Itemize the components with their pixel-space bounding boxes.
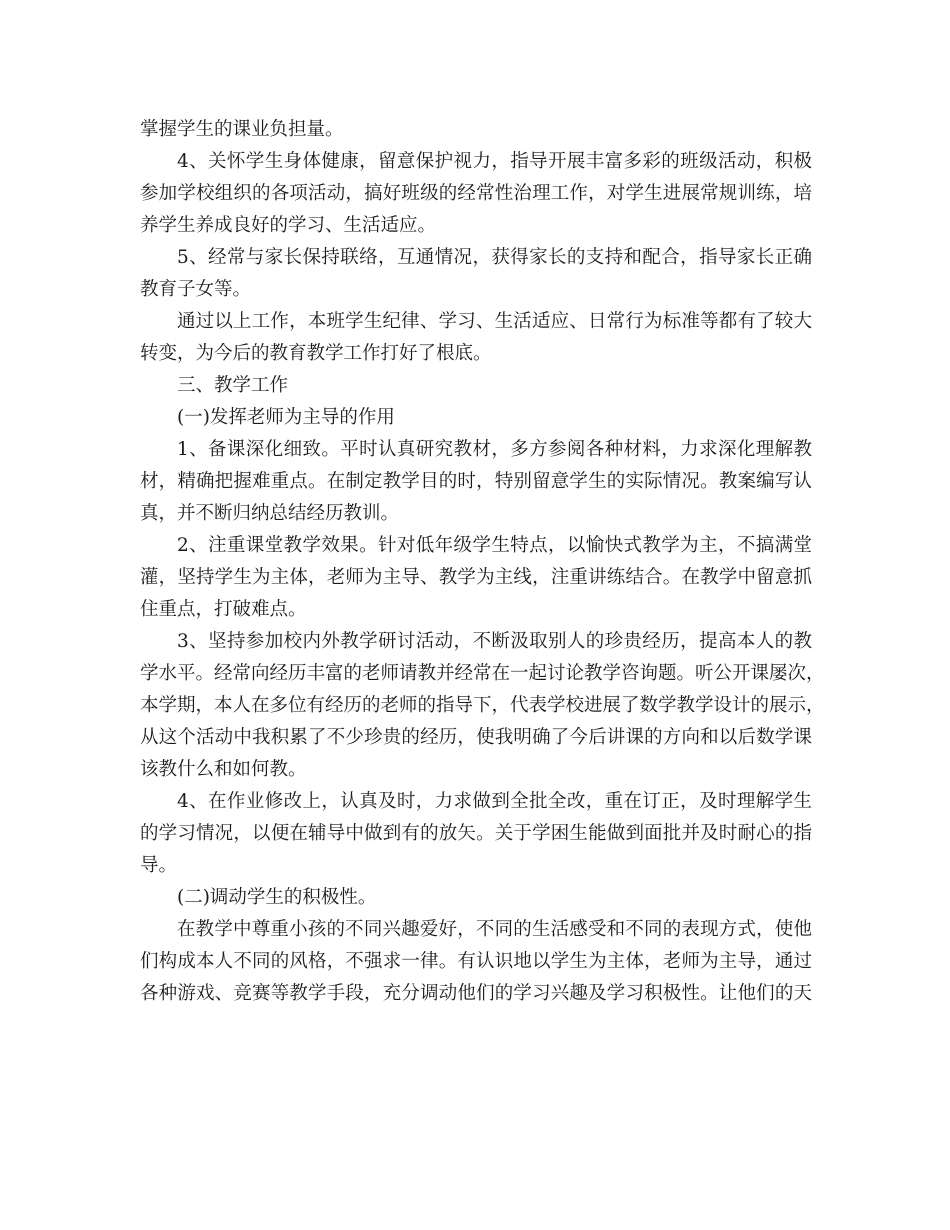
text-line: 3、坚持参加校内外教学研讨活动，不断汲取别人的珍贵经历，提高本人的教: [177, 631, 812, 652]
text-line: 养学生养成良好的学习、生活适应。: [140, 215, 437, 236]
text-line: 本学期，本人在多位有经历的老师的指导下，代表学校进展了数学教学设计的展示，: [140, 695, 825, 716]
text-line: 们构成本人不同的风格，不强求一律。有认识地以学生为主体，老师为主导，通过: [140, 951, 812, 972]
text-line: 导。: [140, 855, 178, 876]
text-line: 的学习情况，以便在辅导中做到有的放矢。关于学困生能做到面批并及时耐心的指: [140, 823, 812, 844]
text-line: 真，并不断归纳总结经历教训。: [140, 503, 400, 524]
text-line: 该教什么和如何教。: [140, 759, 307, 780]
text-line: 教育子女等。: [140, 279, 252, 300]
text-line: 5、经常与家长保持联络，互通情况，获得家长的支持和配合，指导家长正确: [177, 247, 812, 268]
text-line: 灌，坚持学生为主体，老师为主导、教学为主线，注重讲练结合。在教学中留意抓: [140, 567, 812, 588]
text-line: 三、教学工作: [177, 375, 289, 396]
text-line: 4、关怀学生身体健康，留意保护视力，指导开展丰富多彩的班级活动，积极: [177, 151, 812, 172]
text-line: 从这个活动中我积累了不少珍贵的经历，使我明确了今后讲课的方向和以后数学课: [140, 727, 812, 748]
text-line: 转变，为今后的教育教学工作打好了根底。: [140, 343, 492, 364]
text-line: 2、注重课堂教学效果。针对低年级学生特点，以愉快式教学为主，不搞满堂: [177, 535, 812, 556]
text-line: 掌握学生的课业负担量。: [140, 119, 344, 140]
text-line: (二)调动学生的积极性。: [177, 887, 377, 908]
text-line: 学水平。经常向经历丰富的老师请教并经常在一起讨论教学咨询题。听公开课屡次，: [140, 663, 825, 684]
text-line: 材，精确把握难重点。在制定教学目的时，特别留意学生的实际情况。教案编写认: [140, 471, 812, 492]
text-line: 1、备课深化细致。平时认真研究教材，多方参阅各种材料，力求深化理解教: [177, 439, 812, 460]
document-page: [140, 114, 825, 1010]
text-line: 住重点，打破难点。: [140, 599, 307, 620]
text-line: 各种游戏、竞赛等教学手段，充分调动他们的学习兴趣及学习积极性。让他们的天: [140, 983, 812, 1004]
text-line: 4、在作业修改上，认真及时，力求做到全批全改，重在订正，及时理解学生: [177, 791, 812, 812]
text-line: 通过以上工作，本班学生纪律、学习、生活适应、日常行为标准等都有了较大: [177, 311, 812, 332]
text-line: 在教学中尊重小孩的不同兴趣爱好，不同的生活感受和不同的表现方式，使他: [177, 919, 812, 940]
text-line: (一)发挥老师为主导的作用: [177, 407, 395, 428]
text-line: 参加学校组织的各项活动，搞好班级的经常性治理工作，对学生进展常规训练，培: [140, 183, 812, 204]
